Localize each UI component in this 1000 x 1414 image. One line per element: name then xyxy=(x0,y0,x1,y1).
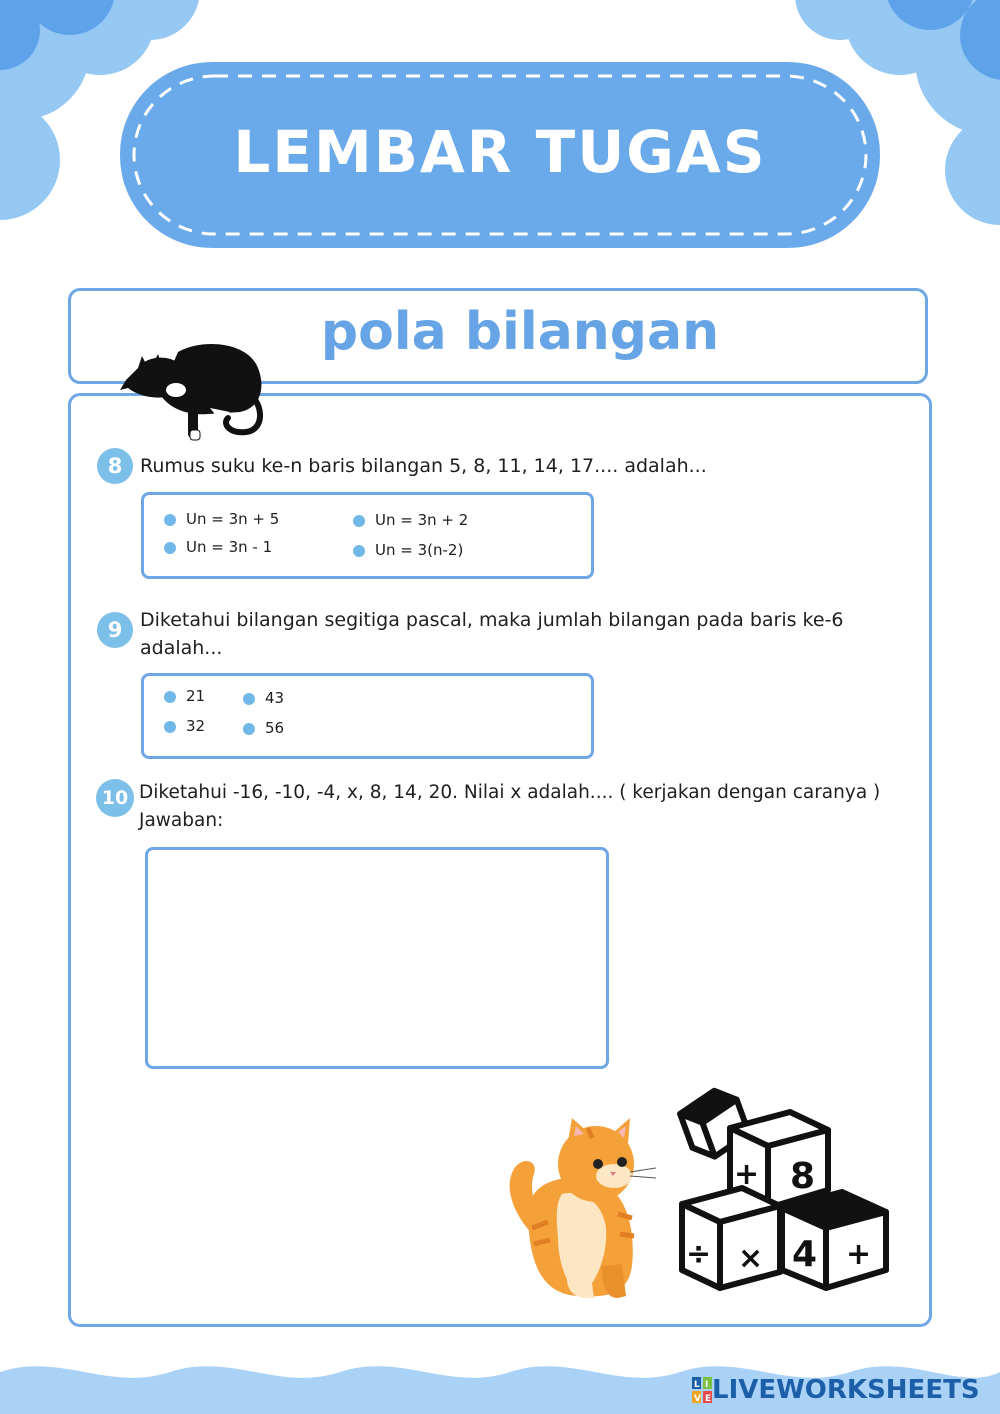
radio-dot-icon xyxy=(243,723,255,735)
svg-text:L: L xyxy=(694,1380,700,1390)
radio-dot-icon xyxy=(164,691,176,703)
math-blocks-illustration xyxy=(672,1068,894,1300)
topic-title: pola bilangan xyxy=(320,302,720,362)
logo-text: LIVEWORKSHEETS xyxy=(712,1375,980,1405)
question-9-text-line1: Diketahui bilangan segitiga pascal, maka jumlah bilangan pada baris ke-6 xyxy=(140,609,844,631)
answer-input[interactable] xyxy=(145,847,609,1069)
worksheet-page: LEMBAR TUGAS pola bilangan 8 Rumus suku ke-n baris bilangan 5, 8, 11, 14, 17.... adalah... Un = 3n + 5 Un = 3n - 1 Un = 3n + 2 Un = 3(n-2) 9 Diketahui bilangan segitiga pascal, maka jumlah bilangan pada baris ke-6 adalah... 21 32 43 56 10 Diketahui -16, -10, -4, x, 8, 14, 20. Nilai x adalah.... ( kerjakan dengan caranya ) Jawaban: + 8 ÷ × 4 + L I V E LIVEWORKSHEETS xyxy=(0,0,1000,1414)
liveworksheets-logo[interactable] xyxy=(692,1372,980,1408)
radio-dot-icon xyxy=(353,545,365,557)
question-8-text: Rumus suku ke-n baris bilangan 5, 8, 11, 14, 17.... adalah... xyxy=(140,455,707,477)
svg-text:E: E xyxy=(705,1394,712,1403)
question-8-options xyxy=(141,492,594,579)
svg-text:V: V xyxy=(694,1394,701,1403)
orange-cat-illustration xyxy=(498,1118,660,1300)
question-10-text: Diketahui -16, -10, -4, x, 8, 14, 20. Nilai x adalah.... ( kerjakan dengan caranya ) xyxy=(139,782,881,803)
question-number-9: 9 xyxy=(97,612,133,648)
radio-dot-icon xyxy=(164,721,176,733)
logo-mark-icon xyxy=(692,1377,712,1403)
block-symbol: 4 xyxy=(792,1234,818,1275)
radio-dot-icon xyxy=(243,693,255,705)
block-symbol: 8 xyxy=(790,1156,816,1197)
radio-dot-icon xyxy=(164,514,176,526)
sleeping-cat-illustration xyxy=(118,338,270,446)
block-symbol: × xyxy=(738,1241,764,1276)
question-9-options xyxy=(141,673,594,759)
question-9-text-line2: adalah... xyxy=(140,637,223,659)
question-number-8: 8 xyxy=(97,448,133,484)
block-symbol: ÷ xyxy=(686,1237,712,1272)
question-number-10: 10 xyxy=(96,779,134,817)
radio-dot-icon xyxy=(353,515,365,527)
answer-label: Jawaban: xyxy=(139,810,224,831)
page-title: LEMBAR TUGAS xyxy=(233,118,767,186)
svg-text:I: I xyxy=(705,1380,709,1390)
radio-dot-icon xyxy=(164,542,176,554)
block-symbol: + xyxy=(846,1237,872,1272)
block-symbol: + xyxy=(734,1157,760,1192)
